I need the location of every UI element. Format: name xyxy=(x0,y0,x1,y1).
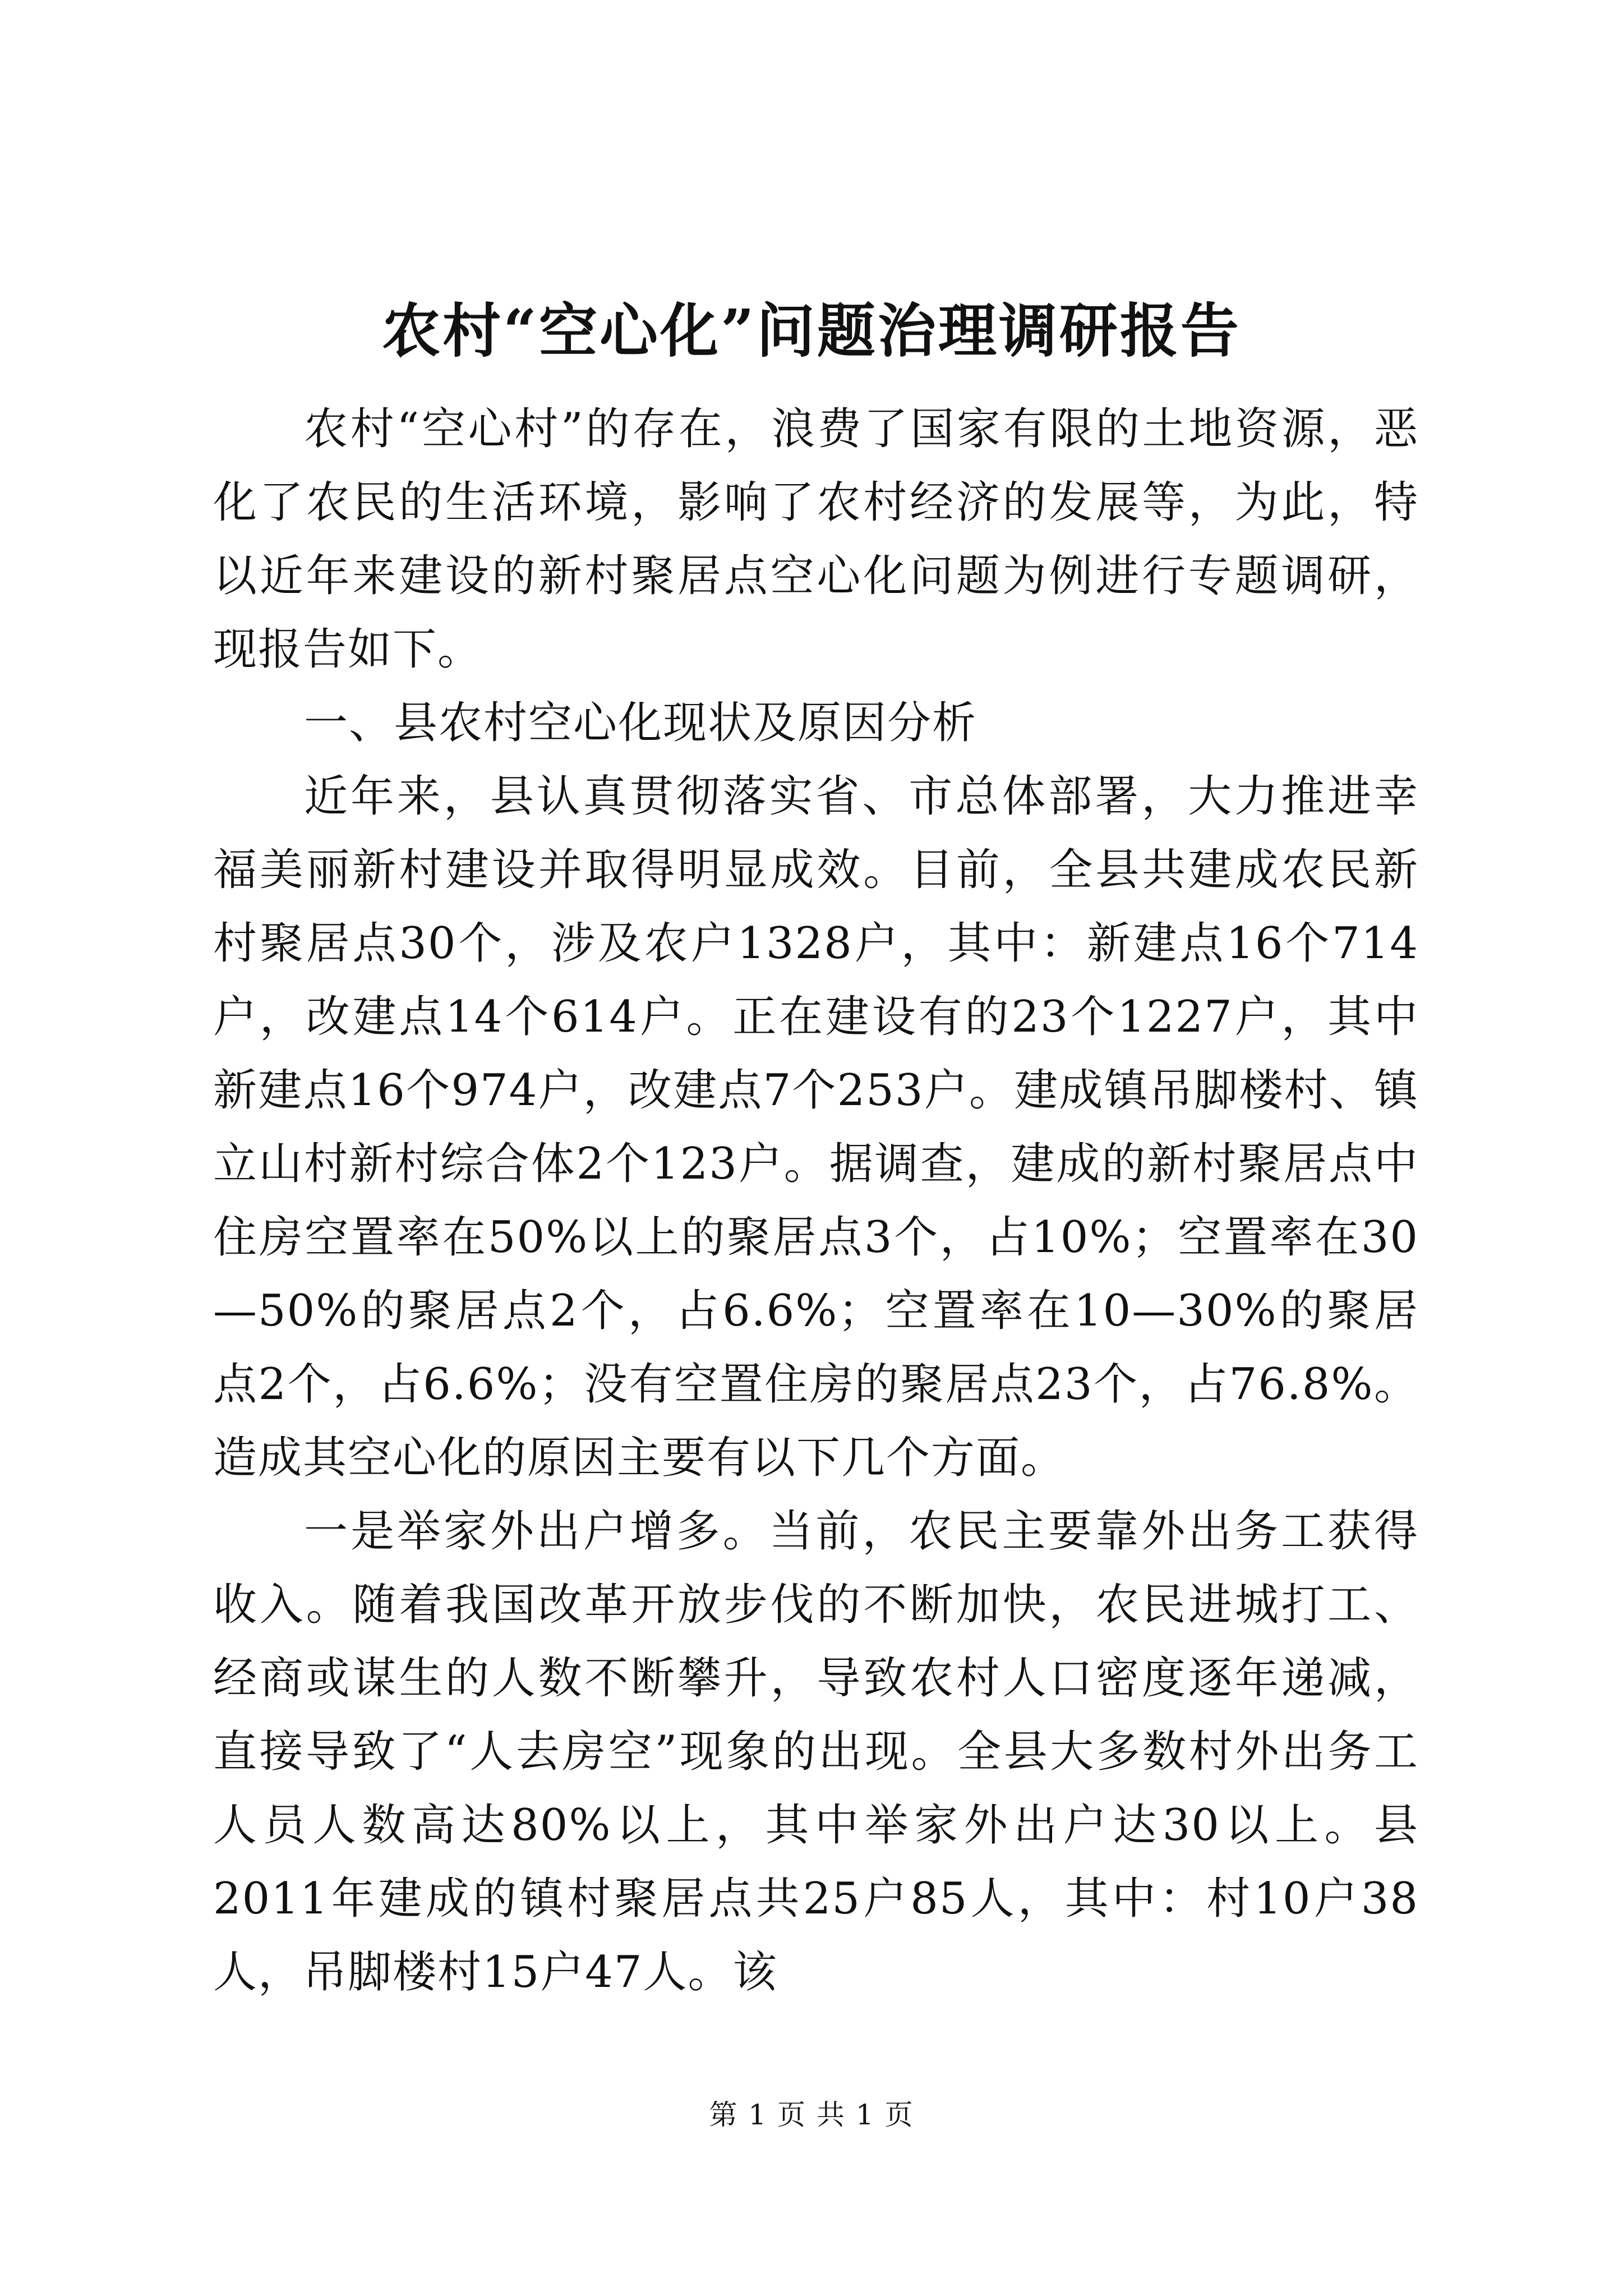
status-paragraph: 近年来，县认真贯彻落实省、市总体部署，大力推进幸福美丽新村建设并取得明显成效。目前，全县共建成农民新村聚居点30个，涉及农户1328户，其中：新建点16个714户，改建点14个614户。正在建设有的23个1227户，其中新建点16个974户，改建点7个253户。建成镇吊脚楼村、镇立山村新村综合体2个123户。据调查，建成的新村聚居点中住房空置率在50%以上的聚居点3个，占10%；空置率在30—50%的聚居点2个，占6.6%；空置率在10—30%的聚居点2个，占6.6%；没有空置住房的聚居点23个，占76.8%。造成其空心化的原因主要有以下几个方面。 xyxy=(213,771,1419,1483)
document-body xyxy=(213,393,1419,2009)
document-title: 农村“空心化”问题治理调研报告 xyxy=(382,296,1241,365)
page-footer: 第 1 页 共 1 页 xyxy=(709,2099,914,2131)
section-heading: 一、县农村空心化现状及原因分析 xyxy=(304,698,978,748)
reason-paragraph: 一是举家外出户增多。当前，农民主要靠外出务工获得收入。随着我国改革开放步伐的不断加快，农民进城打工、经商或谋生的人数不断攀升，导致农村人口密度逐年递减，直接导致了“人去房空”现象的出现。全县大多数村外出务工人员人数高达80%以上，其中举家外出户达30以上。县2011年建成的镇村聚居点共25户85人，其中：村10户38人，吊脚楼村15户47人。该 xyxy=(213,1506,1419,1998)
intro-paragraph: 农村“空心村”的存在，浪费了国家有限的土地资源，恶化了农民的生活环境，影响了农村经济的发展等，为此，特以近年来建设的新村聚居点空心化问题为例进行专题调研，现报告如下。 xyxy=(213,404,1419,675)
